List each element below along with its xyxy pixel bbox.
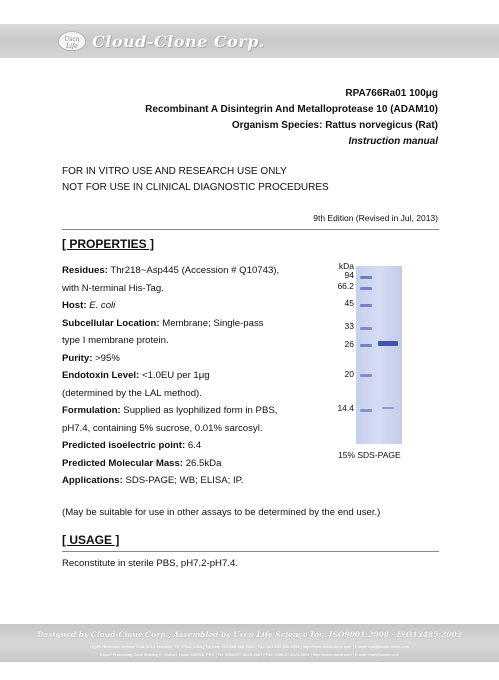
property-label: Predicted Molecular Mass: [62,457,184,469]
gel-band [360,304,372,307]
gel-band [360,374,372,377]
gel-band [382,407,394,409]
property-subcellular [62,315,322,333]
cloud-logo-icon [58,31,86,51]
organism-species: Organism Species: Rattus norvegicus (Rat) [231,120,438,131]
footer-address-hq: HQ/R: Richmond Avenue Suite 3010, Houston, TX 77082, USA | Toll-free: 001-888-960-7402 | Fax: 001-832-538-0958 | http://www.cloud-clone.com | E-mail: mail@cloud-clone.com [90,644,409,649]
properties-heading-text: [ PROPERTIES ] [62,237,155,251]
property-value: 26.5kDa [185,457,222,469]
gel-band [360,287,372,290]
property-purity [62,350,322,368]
gel-band [360,409,372,412]
property-formulation [62,402,322,420]
property-value: SDS-PAGE; WB; ELISA; IP. [125,475,244,486]
property-endotoxin-cont: (determined by the LAL method). [62,387,202,399]
section-heading-properties [62,237,154,251]
property-formulation-cont: pH7.4, containing 5% sucrose, 0.01% sarcosyl. [62,422,263,434]
marker-label: 45 [344,298,354,308]
property-residues-cont: with N-terminal His-Tag. [62,282,164,294]
usage-restrictions [62,164,329,196]
gel-image [356,266,402,444]
property-value: Thr218~Asp445 (Accession # Q10743), [110,265,280,276]
usage-heading-text: [ USAGE ] [62,533,120,547]
company-logo [58,30,265,52]
divider [62,229,439,230]
catalog-number: RPA766Ra01 100μg [345,88,438,99]
property-molecular-mass [62,455,322,473]
marker-label: 26 [344,339,354,349]
property-label: Host: [62,300,87,311]
gel-band [360,327,372,330]
company-name: Cloud-Clone Corp. [92,31,265,51]
property-value: E. coli [89,300,116,311]
property-label: Applications: [62,475,123,486]
footer-address-factory: Export Processing Zone Building E, Wuhan, Hubei 430056, PRC | Tel: 0086-027-8425-0687 | Fax: 0086-27-8425-9551 | http://www.uscnk.com | E-mail: mail@uscnk.com [100,652,399,657]
product-title-block [145,86,438,150]
property-label: Purity: [62,352,93,364]
property-value: >95% [95,352,120,364]
property-label: Formulation: [62,405,121,416]
property-label: Endotoxin Level: [62,370,140,381]
logo-mark-text: Uscn Life [64,36,80,50]
section-heading-usage [62,533,119,547]
product-name: Recombinant A Disintegrin And Metalloprotease 10 (ADAM10) [145,104,438,115]
marker-label: 14.4 [337,403,354,413]
marker-label: 66.2 [337,281,354,291]
property-label: Predicted isoelectric point: [62,440,186,451]
property-residues [62,262,322,280]
property-label: Residues: [62,265,108,276]
document-type: Instruction manual [348,136,438,147]
gel-band [360,276,372,279]
property-applications [62,472,322,490]
property-subcellular-cont: type I membrane protein. [62,335,169,346]
gel-caption: 15% SDS-PAGE [338,450,401,460]
footer-certification: Designed by Cloud-Clone Corp., Assembled by Uscn Life Science Inc. ISO9001:2008 · ISO13485:2003 [37,630,462,639]
property-isoelectric-point [62,437,322,455]
properties-list [62,262,322,490]
usage-note-line: NOT FOR USE IN CLINICAL DIAGNOSTIC PROCEDURES [62,182,329,193]
property-host [62,297,322,315]
marker-label: 33 [344,321,354,331]
property-value: Membrane; Single-pass [162,317,264,329]
property-value: 6.4 [187,440,202,451]
reconstitution-instructions: Reconstitute in sterile PBS, pH7.2-pH7.4. [62,558,238,569]
marker-label: 94 [344,270,354,280]
gel-band [360,344,372,347]
divider [62,551,439,552]
property-label: Subcellular Location: [62,317,160,329]
usage-note-line: FOR IN VITRO USE AND RESEARCH USE ONLY [62,166,287,177]
gel-band-target-protein [378,341,398,346]
property-value: <1.0EU per 1μg [141,370,210,381]
property-value: Supplied as lyophilized form in PBS, [123,405,278,416]
applications-disclaimer: (May be suitable for use in other assays to be determined by the end user.) [62,507,381,518]
sds-page-gel-figure [332,262,442,462]
property-endotoxin [62,367,322,385]
marker-label: 20 [344,369,354,379]
edition-note: 9th Edition (Revised in Jul, 2013) [313,213,438,223]
gel-unit-label: kDa [338,261,354,271]
